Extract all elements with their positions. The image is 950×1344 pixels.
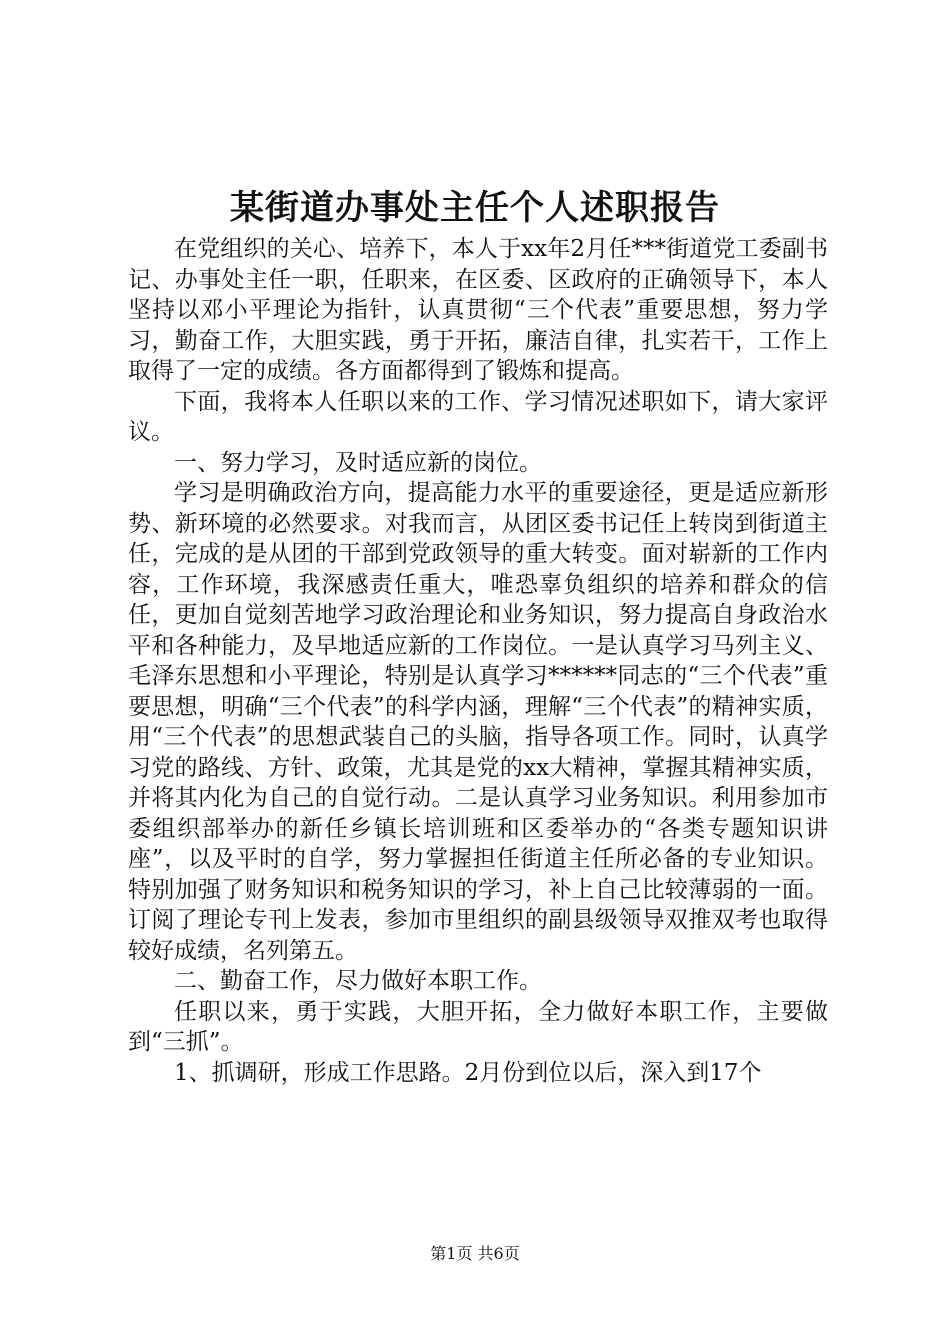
section-heading: 一、努力学习，及时适应新的岗位。 bbox=[174, 449, 542, 476]
paragraph: 学习是明确政治方向，提高能力水平的重要途径，更是适应新形势、新环境的必然要求。对我而言，从团区委书记任上转岗到街道主任，完成的是从团的干部到党政领导的重大转变。面对崭新的工作内容，工作环境，我深感责任重大，唯恐辜负组织的培养和群众的信任，更加自觉刻苦地学习政治理论和业务知识，努力提高自身政治水平和各种能力，及早地适应新的工作岗位。一是认真学习马列主义、毛泽东思想和小平理论，特别是认真学习******同志的“三个代表”重要思想，明确“三个代表”的科学内涵，理解“三个代表”的精神实质，用“三个代表”的思想武装自己的头脑，指导各项工作。同时，认真学习党的路线、方针、政策，尤其是党的xx大精神，掌握其精神实质，并将其内化为自己的自觉行动。二是认真学习业务知识。利用参加市委组织部举办的新任乡镇长培训班和区委举办的“各类专题知识讲座”，以及平时的自学，努力掌握担任街道主任所必备的专业知识。特别加强了财务知识和税务知识的学习，补上自己比较薄弱的一面。订阅了理论专刊上发表，参加市里组织的副县级领导双推双考也取得较好成绩，名列第五。 bbox=[128, 480, 828, 964]
document-title: 某街道办事处主任个人述职报告 bbox=[230, 188, 720, 228]
page-number: 第1页 共6页 bbox=[430, 1244, 520, 1263]
section-heading: 二、勤奋工作，尽力做好本职工作。 bbox=[174, 968, 542, 994]
paragraph: 任职以来，勇于实践，大胆开拓，全力做好本职工作，主要做到“三抓”。 bbox=[128, 998, 828, 1055]
paragraph: 在党组织的关心、培养下，本人于xx年2月任***街道党工委副书记、办事处主任一职，任职来，在区委、区政府的正确领导下，本人坚持以邓小平理论为指针，认真贯彻“三个代表”重要思想，努力学习，勤奋工作，大胆实践，勇于开拓，廉洁自律，扎实若干，工作上取得了一定的成绩。各方面都得到了锻炼和提高。 bbox=[128, 236, 828, 384]
paragraph: 1、抓调研，形成工作思路。2月份到位以后，深入到17个 bbox=[174, 1059, 762, 1086]
document-body bbox=[128, 234, 828, 1088]
paragraph: 下面，我将本人任职以来的工作、学习情况述职如下，请大家评议。 bbox=[128, 388, 828, 445]
